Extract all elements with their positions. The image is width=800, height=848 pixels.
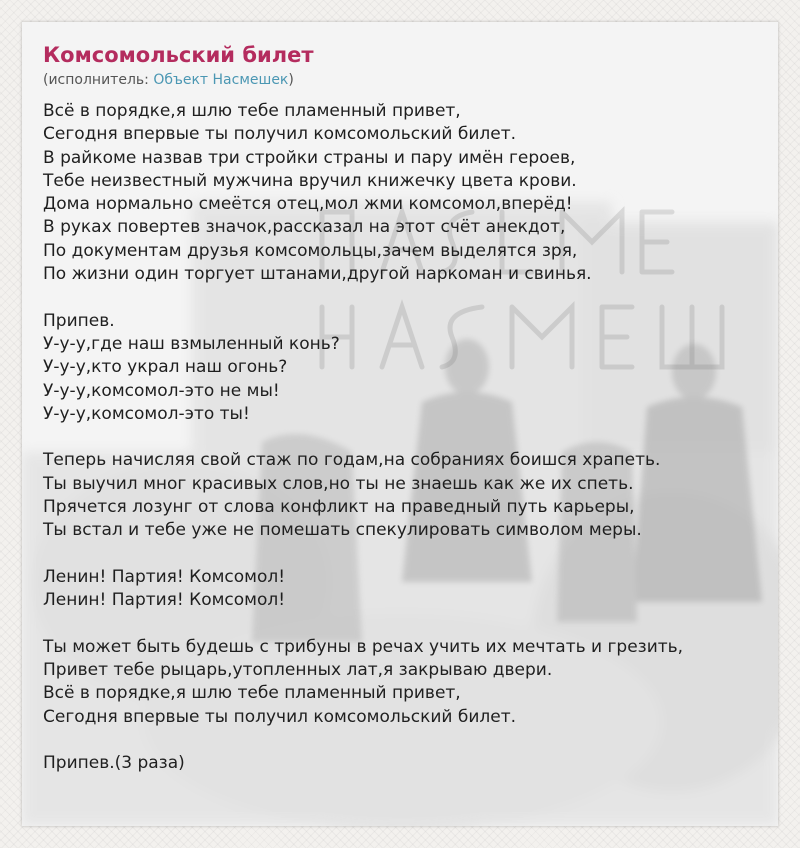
artist-link[interactable]: Объект Насмешек bbox=[153, 72, 289, 88]
song-title: Комсомольский билет bbox=[43, 43, 314, 67]
artist-line bbox=[43, 70, 778, 90]
song-content bbox=[43, 40, 778, 776]
lyrics-card bbox=[22, 22, 778, 826]
lyrics-text: Всё в порядке,я шлю тебе пламенный привет, Сегодня впервые ты получил комсомольский билет. В райкоме назвав три стройки страны и пару имён героев, Тебе неизвестный мужчина вручил книжечку цвета крови. Дома нормально смеётся отец,мол жми комсомол,вперёд! В руках повертев значок,рассказал на этот счёт анекдот, По документам друзья комсомольцы,зачем выделятся зря, По жизни один торгует штанами,другой наркоман и свинья. Припев. У-у-у,где наш взмыленный конь? У-у-у,кто украл наш огонь? У-у-у,комсомол-это не мы! У-у-у,комсомол-это ты! Теперь начисляя свой стаж по годам,на собраниях боишся храпеть. Ты выучил мног красивых слов,но ты не знаешь как же их спеть. Прячется лозунг от слова конфликт на праведный путь карьеры, Ты встал и тебе уже не помешать спекулировать символом меры. Ленин! Партия! Комсомол! Ленин! Партия! Комсомол! Ты может быть будешь с трибуны в речах учить их мечтать и грезить, Привет тебе рыцарь,утопленных лат,я закрываю двери. Всё в порядке,я шлю тебе пламенный привет, Сегодня впервые ты получил комсомольский билет. Припев.(3 раза) bbox=[43, 101, 684, 774]
artist-prefix: (исполнитель: bbox=[43, 72, 154, 88]
artist-suffix: ) bbox=[288, 72, 294, 88]
